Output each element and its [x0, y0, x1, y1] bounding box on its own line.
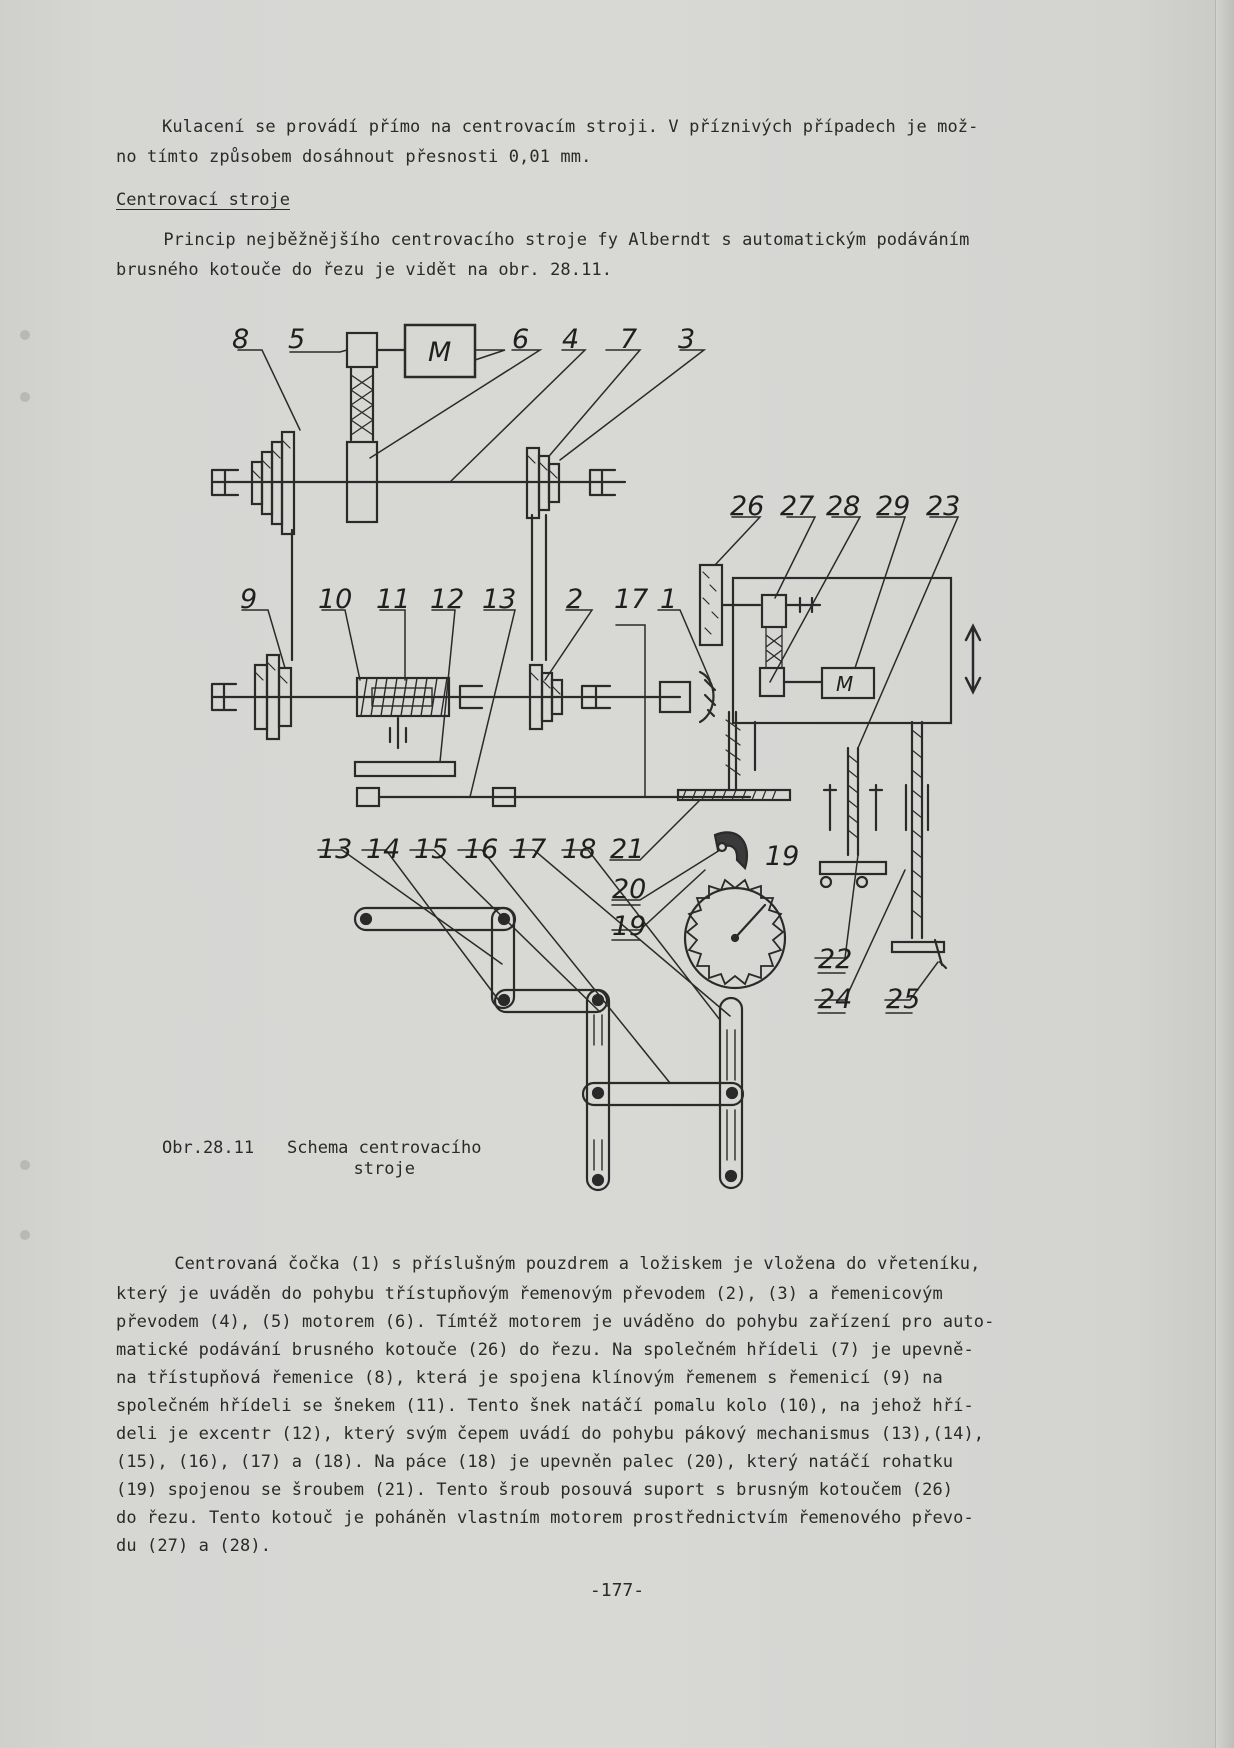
label-2: 2 — [566, 584, 584, 615]
pulley-28 — [760, 668, 784, 696]
label-29: 29 — [876, 491, 911, 522]
body-line-11: du (27) a (28). — [116, 1536, 272, 1556]
label-15: 15 — [414, 834, 449, 865]
pulley-27 — [762, 595, 786, 627]
figure-caption-number: Obr.28.11 — [162, 1138, 255, 1158]
label-19: 19 — [612, 911, 647, 942]
label-23: 23 — [926, 491, 961, 522]
label-13b: 13 — [318, 834, 353, 865]
body-line-3: převodem (4), (5) motorem (6). Tímtéž motorem je uváděno do pohybu zařízení pro auto- — [116, 1312, 995, 1332]
body-line-4: matické podávání brusného kotouče (26) do řezu. Na společném hřídeli (7) je upevně- — [116, 1340, 974, 1360]
label-19b: 19 — [765, 841, 800, 872]
label-4: 4 — [562, 324, 580, 355]
label-28: 28 — [826, 491, 861, 522]
label-26: 26 — [730, 491, 765, 522]
label-24: 24 — [818, 984, 853, 1015]
label-16: 16 — [464, 834, 499, 865]
ratchet-wheel-19 — [685, 880, 785, 988]
principle-line-1: Princip nejběžnějšího centrovacího stroje fy Alberndt s automatickým podáváním — [122, 230, 970, 250]
section-heading: Centrovací stroje — [116, 190, 290, 210]
label-18: 18 — [562, 834, 597, 865]
body-line-10: do řezu. Tento kotouč je poháněn vlastním motorem prostřednictvím řemenového převo- — [116, 1508, 974, 1528]
label-6: 6 — [512, 324, 530, 355]
carriage-motion-arrow — [966, 626, 980, 692]
intro-line-1: Kulacení se provádí přímo na centrovacím stroji. V příznivých případech je mož- — [162, 117, 979, 137]
label-12: 12 — [430, 584, 465, 615]
body-line-5: na třístupňová řemenice (8), která je spojena klínovým řemenem s řemenicí (9) na — [116, 1368, 943, 1388]
label-8: 8 — [232, 324, 250, 355]
label-20: 20 — [612, 874, 647, 905]
label-22: 22 — [818, 944, 853, 975]
label-10: 10 — [318, 584, 353, 615]
label-9: 9 — [240, 584, 258, 615]
label-3: 3 — [678, 324, 696, 355]
label-7: 7 — [620, 324, 638, 355]
label-27: 27 — [780, 491, 815, 522]
principle-line-2: brusného kotouče do řezu je vidět na obr. 28.11. — [116, 260, 613, 280]
label-1: 1 — [660, 584, 678, 615]
label-17b: 17 — [512, 834, 547, 865]
lens-1 — [700, 672, 715, 722]
body-line-6: společném hřídeli se šnekem (11). Tento šnek natáčí pomalu kolo (10), na jehož hří- — [116, 1396, 974, 1416]
body-line-2: který je uváděn do pohybu třístupňovým řemenovým převodem (2), (3) a řemenicovým — [116, 1284, 943, 1304]
body-line-1: Centrovaná čočka (1) s příslušným pouzdrem a ložiskem je vložena do vřeteníku, — [133, 1254, 981, 1274]
grinding-wheel-26 — [700, 565, 722, 645]
label-17: 17 — [614, 584, 649, 615]
body-line-8: (15), (16), (17) a (18). Na páce (18) je upevněn palec (20), který natáčí rohatku — [116, 1452, 954, 1472]
pulley-5 — [347, 333, 377, 367]
label-21: 21 — [610, 834, 645, 865]
label-5: 5 — [288, 324, 306, 355]
body-line-7: deli je excentr (12), který svým čepem uvádí do pohybu pákový mechanismus (13),(14), — [116, 1424, 985, 1444]
label-11: 11 — [376, 584, 411, 615]
label-25: 25 — [886, 984, 921, 1015]
main-motor-label: M — [428, 337, 452, 368]
intro-line-2: no tímto způsobem dosáhnout přesnosti 0,01 mm. — [116, 147, 592, 167]
figure-caption-text: Schema centrovacího stroje — [287, 1138, 482, 1179]
body-line-9: (19) spojenou se šroubem (21). Tento šroub posouvá suport s brusným kotoučem (26) — [116, 1480, 954, 1500]
label-14: 14 — [366, 834, 401, 865]
page-number: -177- — [589, 1580, 645, 1601]
label-13: 13 — [482, 584, 517, 615]
wheel-motor-label: M — [836, 672, 854, 696]
